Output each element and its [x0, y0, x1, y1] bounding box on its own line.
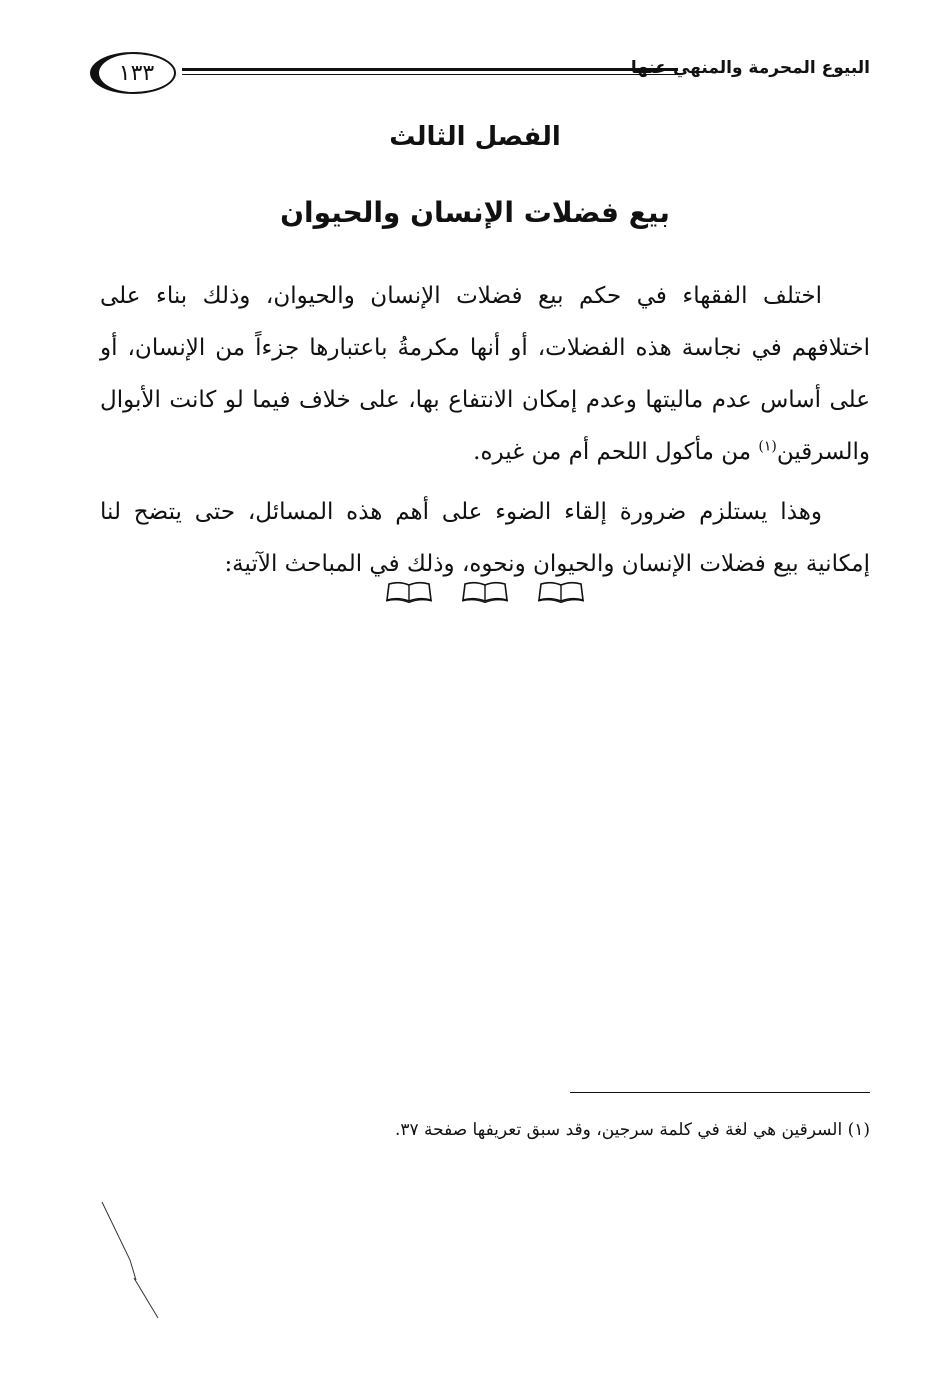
scan-artifact	[100, 1200, 170, 1320]
section-ornament	[385, 580, 585, 604]
section-title: بيع فضلات الإنسان والحيوان	[280, 196, 670, 229]
body-text	[100, 270, 870, 598]
footnote-divider	[570, 1092, 870, 1093]
open-book-icon	[461, 581, 509, 603]
paragraph-1-tail: من مأكول اللحم أم من غيره.	[473, 439, 759, 465]
page-header	[90, 48, 870, 104]
paragraph-2: وهذا يستلزم ضرورة إلقاء الضوء على أهم هذه المسائل، حتى يتضح لنا إمكانية بيع فضلات الإنسان والحيوان ونحوه، وذلك في المباحث الآتية:	[100, 499, 870, 577]
open-book-icon	[537, 581, 585, 603]
chapter-title: الفصل الثالث	[389, 122, 561, 152]
page-number-badge	[90, 52, 176, 94]
paragraph-1-text: اختلف الفقهاء في حكم بيع فضلات الإنسان والحيوان، وذلك بناء على اختلافهم في نجاسة هذه الفضلات، أو أنها مكرمةُ باعتبارها جزءاً من الإنسان، أو على أساس عدم ماليتها وعدم إمكان الانتفاع بها، على خلاف فيما لو كانت الأبوال والسرقين	[100, 283, 870, 465]
header-divider	[182, 68, 678, 75]
page-number: ١٣٣	[118, 60, 155, 86]
paragraph-1	[100, 270, 870, 478]
footnote: (١) السرقين هي لغة في كلمة سرجين، وقد سبق تعريفها صفحة ٣٧.	[394, 1120, 870, 1140]
open-book-icon	[385, 581, 433, 603]
running-title: البيوع المحرمة والمنهي عنها	[630, 58, 870, 78]
footnote-reference: (١)	[758, 438, 777, 455]
